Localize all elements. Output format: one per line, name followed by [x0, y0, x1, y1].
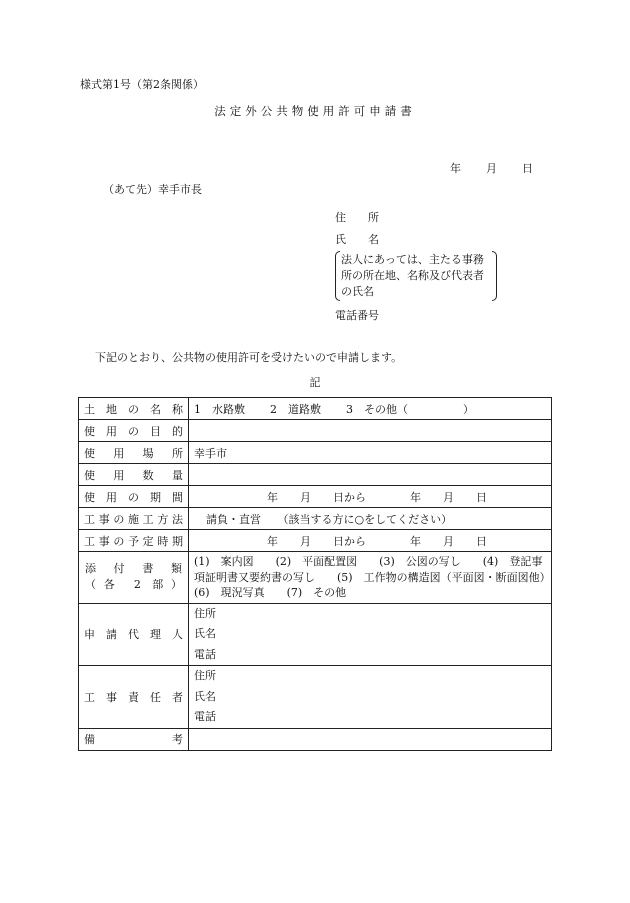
bracket-left [335, 251, 340, 301]
land-name-label: 土地の名称 [79, 398, 189, 420]
land-option-other: 3 その他（ ） [346, 402, 474, 416]
quantity-field[interactable] [189, 464, 552, 486]
row-attachments [79, 552, 552, 604]
schedule-label: 工事の予定時期 [79, 530, 189, 552]
agent-name: 氏名 [194, 627, 216, 640]
application-table [78, 397, 557, 751]
row-location [79, 442, 552, 464]
location-label: 使用場所 [79, 442, 189, 464]
purpose-field[interactable] [189, 420, 552, 442]
remarks-field[interactable] [189, 728, 552, 750]
period-label: 使用の期間 [79, 486, 189, 508]
land-option-road: 2 道路敷 [270, 402, 321, 416]
attachments-label-cell [79, 552, 189, 604]
attachments-list: (1) 案内図 (2) 平面配置図 (3) 公図の写し (4) 登記事項証明書又要約書の写し (5) 工作物の構造図（平面図・断面図他） (6) 現況写真 (7) その他 [189, 552, 552, 604]
row-quantity [79, 464, 552, 486]
row-purpose [79, 420, 552, 442]
row-method [79, 508, 552, 530]
schedule-field[interactable]: 年 月 日から 年 月 日 [189, 530, 552, 552]
document-title: 法定外公共物使用許可申請書 [214, 104, 416, 118]
quantity-label: 使用数量 [79, 464, 189, 486]
agent-field[interactable] [189, 603, 552, 666]
applicant-phone-label: 電話番号 [335, 309, 379, 322]
row-remarks [79, 728, 552, 750]
row-schedule [79, 530, 552, 552]
agent-phone: 電話 [194, 647, 216, 661]
date-year: 年 [450, 162, 461, 175]
location-field[interactable]: 幸手市 [189, 442, 552, 464]
date-day: 日 [522, 162, 533, 175]
method-field[interactable]: 請負・直営 （該当する方に○をしてください） [189, 508, 552, 530]
purpose-label: 使用の目的 [79, 420, 189, 442]
engineer-label: 工事責任者 [79, 666, 189, 729]
row-agent [79, 603, 552, 666]
agent-address: 住所 [194, 606, 216, 620]
bracket-right [492, 251, 497, 301]
land-options[interactable] [189, 398, 552, 420]
row-engineer [79, 666, 552, 729]
intro-text: 下記のとおり、公共物の使用許可を受けたいので申請します。 [95, 351, 403, 364]
agent-label: 申請代理人 [79, 603, 189, 666]
form-number: 様式第1号（第2条関係） [80, 78, 204, 91]
corporate-note [335, 251, 497, 301]
date-month: 月 [486, 162, 497, 175]
method-label: 工事の施工方法 [79, 508, 189, 530]
addressee: （あて先）幸手市長 [103, 183, 202, 196]
corporate-note-text: 法人にあっては、主たる事務所の所在地、名称及び代表者の氏名 [341, 253, 484, 298]
engineer-name: 氏名 [194, 689, 216, 703]
applicant-address-label: 住 所 [335, 211, 379, 224]
engineer-address: 住所 [194, 669, 216, 682]
date-line [450, 162, 533, 176]
land-option-waterway: 1 水路敷 [194, 402, 245, 416]
row-period [79, 486, 552, 508]
attachments-sub: （各 2 部） [85, 578, 182, 592]
engineer-field[interactable] [189, 666, 552, 729]
ki-heading: 記 [309, 376, 321, 389]
applicant-block [335, 207, 379, 251]
remarks-label: 備考 [79, 728, 189, 750]
period-field[interactable]: 年 月 日から 年 月 日 [189, 486, 552, 508]
attachments-label: 添付書類 [85, 562, 182, 576]
row-land-name [79, 398, 552, 420]
applicant-name-label: 氏 名 [335, 233, 379, 246]
engineer-phone: 電話 [194, 710, 216, 723]
